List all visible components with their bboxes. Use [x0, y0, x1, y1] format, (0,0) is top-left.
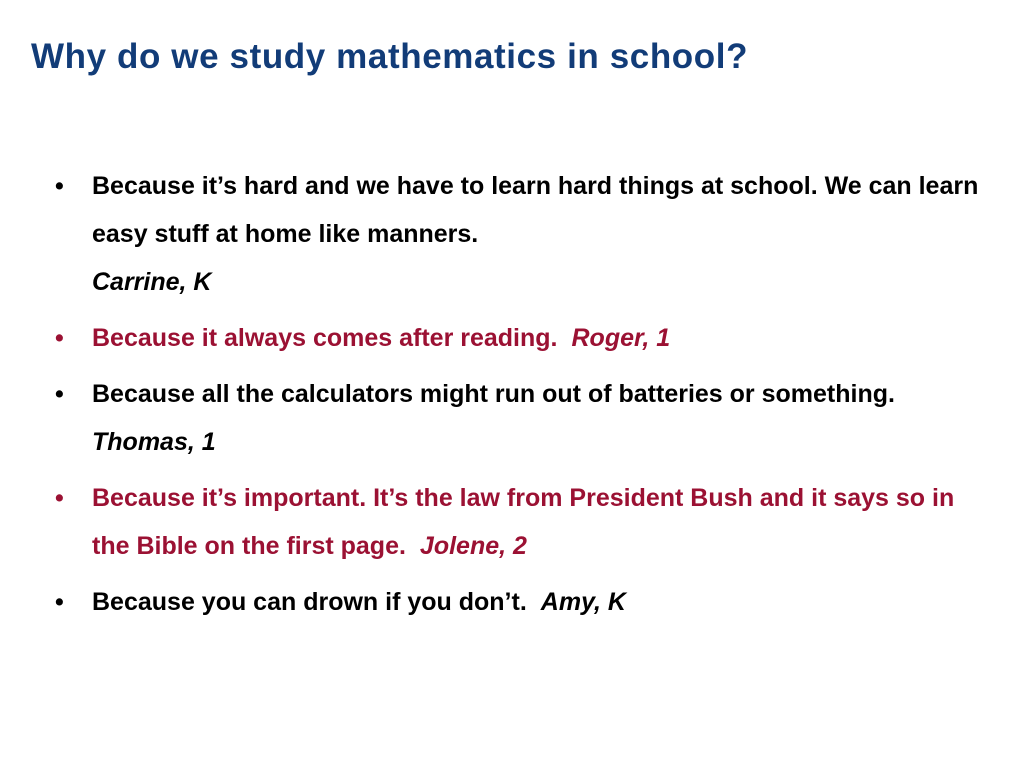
quote-list — [55, 162, 995, 634]
quote-author: Amy, K — [540, 588, 626, 616]
quote-text: Because all the calculators might run out of batteries or something. — [92, 380, 895, 408]
slide-title: Why do we study mathematics in school? — [31, 37, 749, 76]
quote-text: Because it’s hard and we have to learn hard things at school. We can learn easy stuff at home like manners. — [92, 172, 979, 248]
bullet-icon: • — [55, 484, 64, 512]
quote-author: Roger, 1 — [571, 324, 671, 352]
quote-item-3 — [55, 370, 995, 466]
quote-item-4 — [55, 474, 995, 570]
quote-author: Jolene, 2 — [419, 532, 527, 560]
quote-item-5 — [55, 578, 995, 626]
bullet-icon: • — [55, 324, 64, 352]
quote-author: Thomas, 1 — [92, 428, 216, 456]
quote-text: Because it’s important. It’s the law from President Bush and it says so in the Bible on the first page. — [92, 484, 955, 560]
bullet-icon: • — [55, 172, 64, 200]
bullet-icon: • — [55, 588, 64, 616]
quote-text: Because you can drown if you don’t. — [92, 588, 527, 616]
quote-text: Because it always comes after reading. — [92, 324, 558, 352]
quote-item-2 — [55, 314, 995, 362]
bullet-icon: • — [55, 380, 64, 408]
quote-author: Carrine, K — [92, 268, 212, 296]
quote-item-1 — [55, 162, 995, 306]
